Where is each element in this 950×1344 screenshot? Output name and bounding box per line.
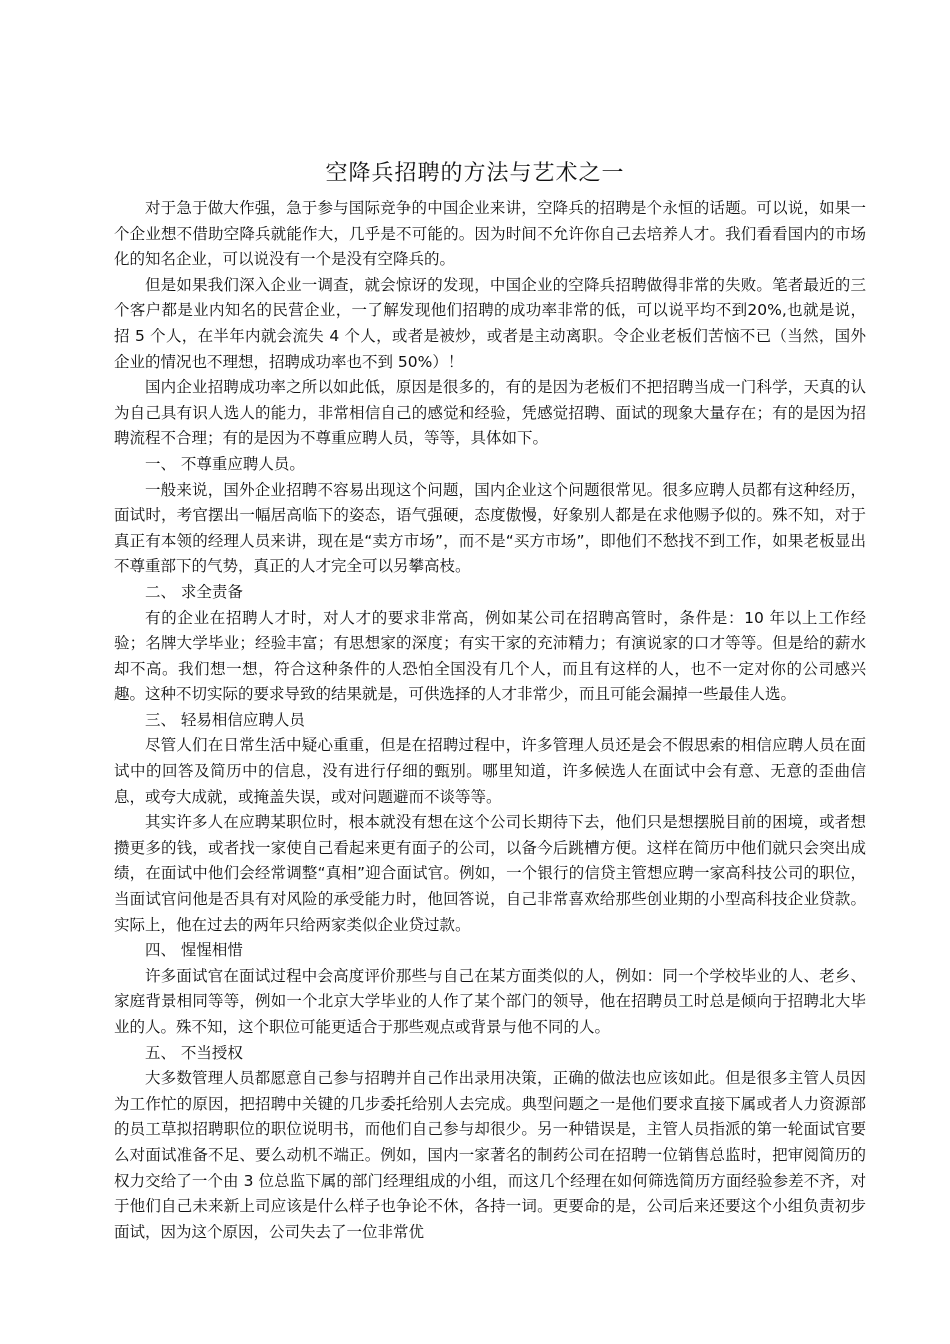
paragraph-section-4: 许多面试官在面试过程中会高度评价那些与自己在某方面类似的人，例如：同一个学校毕业的人、老乡、家庭背景相同等等，例如一个北京大学毕业的人作了某个部门的领导，他在招聘员工时总是倾向于招聘北大毕业的人。殊不知，这个职位可能更适合于那些观点或背景与他不同的人。	[114, 966, 866, 1036]
section-heading-3: 三、 轻易相信应聘人员	[145, 710, 305, 729]
section-heading-5: 五、 不当授权	[145, 1043, 243, 1062]
section-heading-4: 四、 惺惺相惜	[145, 941, 243, 960]
paragraph-section-2: 有的企业在招聘人才时，对人才的要求非常高，例如某公司在招聘高管时，条件是：10 年以上工作经验；名牌大学毕业；经验丰富；有思想家的深度；有实干家的充沛精力；有演说家的口才等等。但是给的薪水却不高。我们想一想，符合这种条件的人恐怕全国没有几个人，而且有这样的人，也不一定对你的公司感兴趣。这种不切实际的要求导致的结果就是，可供选择的人才非常少，而且可能会漏掉一些最佳人选。	[114, 608, 866, 704]
paragraph-section-3b: 其实许多人在应聘某职位时，根本就没有想在这个公司长期待下去，他们只是想摆脱目前的困境，或者想攒更多的钱，或者找一家使自己看起来更有面子的公司，以备今后跳槽方便。这样在简历中他们就只会突出成绩，在面试中他们会经常调整“真相”迎合面试官。例如，一个银行的信贷主管想应聘一家高科技公司的职位，当面试官问他是否具有对风险的承受能力时，他回答说，自己非常喜欢给那些创业期的小型高科技企业贷款。实际上，他在过去的两年只给两家类似企业贷过款。	[114, 813, 866, 934]
paragraph-intro: 对于急于做大作强，急于参与国际竞争的中国企业来讲，空降兵的招聘是个永恒的话题。可以说，如果一个企业想不借助空降兵就能作大，几乎是不可能的。因为时间不允许你自己去培养人才。我们看看国内的市场化的知名企业，可以说没有一个是没有空降兵的。	[114, 199, 866, 269]
section-heading-1: 一、 不尊重应聘人员。	[145, 454, 305, 473]
document-body	[114, 196, 866, 1245]
paragraph-section-1: 一般来说，国外企业招聘不容易出现这个问题，国内企业这个问题很常见。很多应聘人员都有这种经历，面试时，考官摆出一幅居高临下的姿态，语气强硬，态度傲慢，好象别人都是在求他赐予似的。殊不知，对于真正有本领的经理人员来讲，现在是“卖方市场”，而不是“买方市场”，即他们不愁找不到工作，如果老板显出不尊重部下的气势，真正的人才完全可以另攀高枝。	[114, 480, 866, 576]
paragraph-section-5: 大多数管理人员都愿意自己参与招聘并自己作出录用决策，正确的做法也应该如此。但是很多主管人员因为工作忙的原因，把招聘中关键的几步委托给别人去完成。典型问题之一是他们要求直接下属或者人力资源部的员工草拟招聘职位的职位说明书，而他们自己参与却很少。另一种错误是，主管人员指派的第一轮面试官要么对面试准备不足、要么动机不端正。例如，国内一家著名的制药公司在招聘一位销售总监时，把审阅简历的权力交给了一个由 3 位总监下属的部门经理组成的小组，而这几个经理在如何筛选简历方面经验参差不齐，对于他们自己未来新上司应该是什么样子也争论不休，各持一词。更要命的是，公司后来还要这个小组负责初步面试，因为这个原因，公司失去了一位非常优	[114, 1069, 866, 1241]
document-title: 空降兵招聘的方法与艺术之一	[325, 161, 625, 186]
paragraph-failure: 但是如果我们深入企业一调查，就会惊讶的发现，中国企业的空降兵招聘做得非常的失败。笔者最近的三个客户都是业内知名的民营企业，一了解发现他们招聘的成功率非常的低，可以说平均不到20%,也就是说，招 5 个人，在半年内就会流失 4 个人，或者是被炒，或者是主动离职。令企业老板们苦恼不已（当然，国外企业的情况也不理想，招聘成功率也不到 50%）！	[114, 275, 866, 371]
paragraph-section-3a: 尽管人们在日常生活中疑心重重，但是在招聘过程中，许多管理人员还是会不假思索的相信应聘人员在面试中的回答及简历中的信息，没有进行仔细的甄别。哪里知道，许多候选人在面试中会有意、无意的歪曲信息，或夸大成就，或掩盖失误，或对问题避而不谈等等。	[114, 736, 866, 806]
section-heading-2: 二、 求全责备	[145, 582, 243, 601]
paragraph-reasons: 国内企业招聘成功率之所以如此低，原因是很多的，有的是因为老板们不把招聘当成一门科学，天真的认为自己具有识人选人的能力，非常相信自己的感觉和经验，凭感觉招聘、面试的现象大量存在；有的是因为招聘流程不合理；有的是因为不尊重应聘人员，等等，具体如下。	[114, 378, 866, 448]
